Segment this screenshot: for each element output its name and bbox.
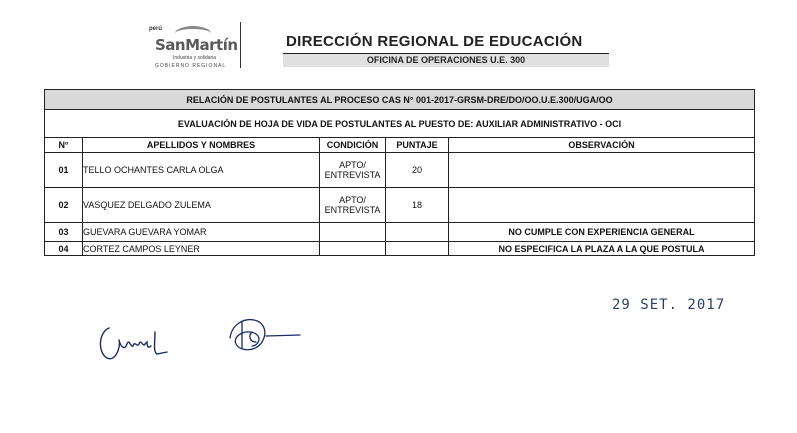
row-num: 03 — [45, 223, 83, 242]
row-name: VASQUEZ DELGADO ZULEMA — [83, 188, 320, 223]
table-subcaption: EVALUACIÓN DE HOJA DE VIDA DE POSTULANTES AL PUESTO DE: AUXILIAR ADMINISTRATIVO - OCI — [45, 110, 755, 138]
table-row — [45, 242, 755, 256]
header-divider — [240, 22, 241, 68]
date-stamp: 29 SET. 2017 — [612, 297, 726, 313]
header-name: APELLIDOS Y NOMBRES — [83, 138, 320, 153]
row-num: 02 — [45, 188, 83, 223]
page-title: DIRECCIÓN REGIONAL DE EDUCACIÓN — [286, 33, 583, 50]
signature-1-icon — [95, 318, 175, 368]
table-header-row — [45, 138, 755, 153]
row-name: TELLO OCHANTES CARLA OLGA — [83, 153, 320, 188]
logo-government: GOBIERNO REGIONAL — [155, 63, 227, 69]
header-num: N° — [45, 138, 83, 153]
row-observation: NO CUMPLE CON EXPERIENCIA GENERAL — [449, 223, 755, 242]
page-subtitle: OFICINA DE OPERACIONES U.E. 300 — [283, 53, 609, 67]
row-observation: NO ESPECIFICA LA PLAZA A LA QUE POSTULA — [449, 242, 755, 256]
table-row — [45, 223, 755, 242]
row-condition — [320, 223, 386, 242]
sanmartin-logo — [143, 22, 243, 72]
condition-line-2: ENTREVISTA — [324, 170, 381, 180]
row-name: CORTEZ CAMPOS LEYNER — [83, 242, 320, 256]
logo-tagline: Industria y solidaria — [173, 55, 217, 61]
row-condition — [320, 188, 386, 223]
row-condition — [320, 153, 386, 188]
condition-line-2: ENTREVISTA — [324, 205, 381, 215]
row-score — [386, 223, 449, 242]
row-num: 04 — [45, 242, 83, 256]
header-score: PUNTAJE — [386, 138, 449, 153]
row-score: 20 — [386, 153, 449, 188]
row-observation — [449, 188, 755, 223]
logo-country: perú — [149, 26, 163, 32]
header-observation: OBSERVACIÓN — [449, 138, 755, 153]
row-condition — [320, 242, 386, 256]
logo-brand: SanMartín — [155, 36, 238, 54]
signature-2-icon — [222, 312, 304, 360]
header-condition: CONDICIÓN — [320, 138, 386, 153]
table-row — [45, 153, 755, 188]
row-observation — [449, 153, 755, 188]
row-name: GUEVARA GUEVARA YOMAR — [83, 223, 320, 242]
table-caption: RELACIÓN DE POSTULANTES AL PROCESO CAS N° 001-2017-GRSM-DRE/DO/OO.U.E.300/UGA/OO — [45, 90, 755, 110]
row-score: 18 — [386, 188, 449, 223]
table-row — [45, 188, 755, 223]
condition-line-1: APTO/ — [339, 195, 366, 205]
row-score — [386, 242, 449, 256]
row-num: 01 — [45, 153, 83, 188]
condition-line-1: APTO/ — [339, 160, 366, 170]
applicants-table — [44, 89, 755, 256]
